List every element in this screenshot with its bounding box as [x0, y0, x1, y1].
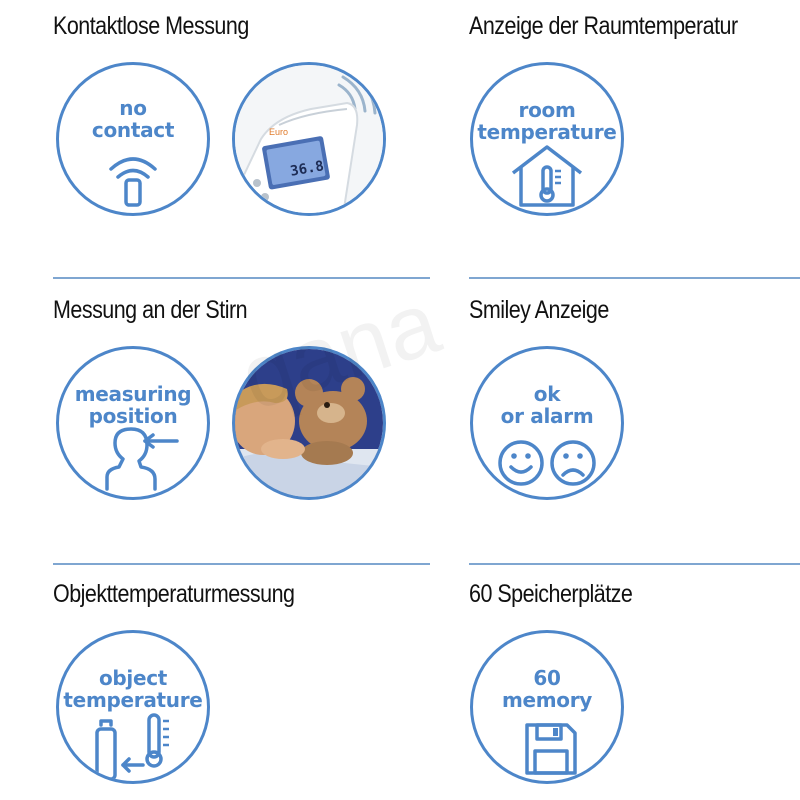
- brand-logo: Euro: [269, 127, 289, 137]
- heading-contactless: Kontaktlose Messung: [53, 12, 249, 40]
- heading-forehead: Messung an der Stirn: [53, 296, 248, 324]
- badge-line-1: object: [98, 666, 168, 690]
- memory-badge: [470, 630, 624, 784]
- display-reading: 36.8: [289, 158, 326, 180]
- smiley-badge: [470, 346, 624, 500]
- badge-line-1: measuring: [74, 382, 192, 406]
- sad-face-icon: [552, 442, 594, 484]
- badge-line-2: position: [88, 404, 178, 428]
- floppy-disk-icon: [473, 633, 621, 781]
- sleeping-child-photo: [232, 346, 386, 500]
- heading-memory: 60 Speicherplätze: [469, 580, 633, 608]
- child-teddy-image: [235, 349, 383, 497]
- thermometer-photo: [232, 62, 386, 216]
- bottle-thermometer-icon: [59, 633, 207, 781]
- badge-line-2: temperature: [63, 688, 203, 712]
- badge-line-2: contact: [91, 118, 175, 142]
- badge-line-2: temperature: [477, 120, 617, 144]
- smiley-faces-icon: [473, 349, 621, 497]
- badge-line-1: ok: [533, 382, 561, 406]
- badge-line-1: room: [518, 98, 576, 122]
- no-contact-badge: [56, 62, 210, 216]
- remote-signal-icon: [59, 65, 207, 213]
- object-temperature-badge: [56, 630, 210, 784]
- house-thermometer-icon: [473, 65, 621, 213]
- measuring-position-badge: [56, 346, 210, 500]
- divider: [53, 563, 430, 565]
- heading-room-temperature: Anzeige der Raumtemperatur: [469, 12, 738, 40]
- heading-object-temperature: Objekttemperaturmessung: [53, 580, 295, 608]
- divider: [469, 563, 800, 565]
- happy-face-icon: [500, 442, 542, 484]
- thermometer-device-image: [235, 65, 383, 213]
- head-arrow-icon: [59, 349, 207, 497]
- badge-line-1: no: [119, 96, 147, 120]
- heading-smiley: Smiley Anzeige: [469, 296, 609, 324]
- room-temperature-badge: [470, 62, 624, 216]
- badge-line-2: memory: [501, 688, 593, 712]
- divider: [53, 277, 430, 279]
- divider: [469, 277, 800, 279]
- badge-line-2: or alarm: [500, 404, 594, 428]
- badge-line-1: 60: [533, 666, 561, 690]
